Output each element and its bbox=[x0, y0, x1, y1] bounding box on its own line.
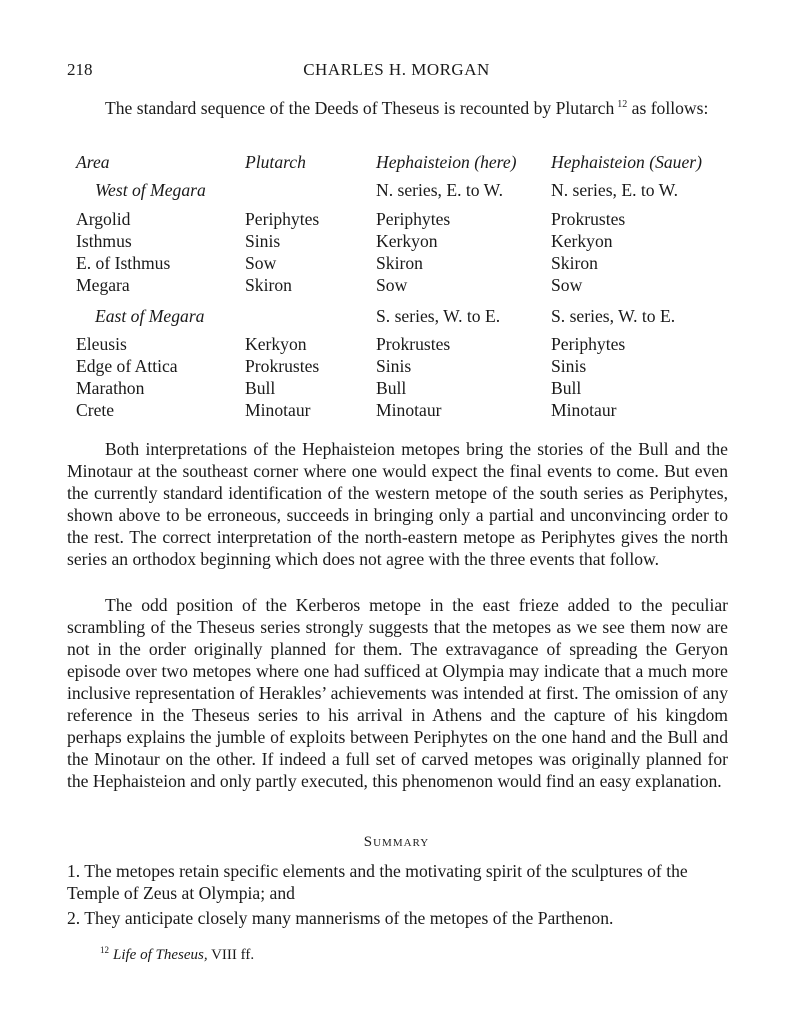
section-label-west: West of Megara bbox=[95, 180, 206, 200]
summary-item-text: They anticipate closely many mannerisms of the metopes of the Parthenon. bbox=[84, 908, 614, 928]
footnote-ref: 12 bbox=[617, 99, 628, 111]
section-row-west bbox=[76, 180, 736, 202]
table-cell: Kerkyon bbox=[376, 231, 438, 251]
table-cell: Argolid bbox=[76, 209, 131, 229]
table-cell: Periphytes bbox=[376, 209, 451, 229]
table-cell: Sow bbox=[245, 253, 277, 273]
summary-item bbox=[67, 907, 728, 929]
table-cell: Prokrustes bbox=[245, 356, 320, 376]
table-header-row bbox=[76, 152, 736, 174]
summary-item-number: 1. bbox=[67, 861, 81, 881]
table-cell: Sow bbox=[551, 275, 583, 295]
table-cell: Eleusis bbox=[76, 334, 127, 354]
table-cell: Prokrustes bbox=[376, 334, 451, 354]
table-cell: Sinis bbox=[245, 231, 281, 251]
table-cell: Crete bbox=[76, 400, 115, 420]
table-row bbox=[76, 400, 736, 422]
table-cell: Sow bbox=[376, 275, 408, 295]
table-row bbox=[76, 378, 736, 400]
section-row-east bbox=[76, 306, 736, 328]
table-cell: Periphytes bbox=[551, 334, 626, 354]
table-cell: E. of Isthmus bbox=[76, 253, 171, 273]
table-row bbox=[76, 231, 736, 253]
table-cell: Bull bbox=[551, 378, 582, 398]
table-cell: Periphytes bbox=[245, 209, 320, 229]
table-cell: Bull bbox=[376, 378, 407, 398]
table-cell: Kerkyon bbox=[245, 334, 307, 354]
summary-item-text: The metopes retain specific elements and the motivating spirit of the sculptures of the Temple of Zeus at Olympia; and bbox=[67, 861, 688, 903]
summary-item-number: 2. bbox=[67, 908, 81, 928]
column-header: Plutarch bbox=[245, 152, 306, 172]
table-cell: Megara bbox=[76, 275, 130, 295]
summary-item bbox=[67, 860, 728, 904]
table-cell: Minotaur bbox=[376, 400, 442, 420]
page-header bbox=[0, 60, 793, 84]
table-row bbox=[76, 275, 736, 297]
table-row bbox=[76, 253, 736, 275]
intro-paragraph bbox=[67, 97, 728, 119]
intro-text: The standard sequence of the Deeds of Theseus is recounted by Plutarch bbox=[105, 98, 615, 118]
footnote bbox=[100, 945, 254, 964]
table-cell: Minotaur bbox=[245, 400, 311, 420]
table-cell: Edge of Attica bbox=[76, 356, 178, 376]
table-cell: Skiron bbox=[376, 253, 423, 273]
series-label: N. series, E. to W. bbox=[376, 180, 504, 200]
series-label: N. series, E. to W. bbox=[551, 180, 679, 200]
column-header: Hephaisteion (here) bbox=[376, 152, 517, 172]
column-header: Hephaisteion (Sauer) bbox=[551, 152, 702, 172]
table-cell: Isthmus bbox=[76, 231, 132, 251]
footnote-mark: 12 bbox=[100, 945, 109, 955]
table-row bbox=[76, 356, 736, 378]
series-label: S. series, W. to E. bbox=[376, 306, 501, 326]
column-header: Area bbox=[76, 152, 110, 172]
page-number: 218 bbox=[67, 60, 93, 79]
table-cell: Prokrustes bbox=[551, 209, 626, 229]
table-row bbox=[76, 209, 736, 231]
series-label: S. series, W. to E. bbox=[551, 306, 676, 326]
section-label-east: East of Megara bbox=[95, 306, 205, 326]
table-row bbox=[76, 334, 736, 356]
table-cell: Marathon bbox=[76, 378, 145, 398]
footnote-ref-text: VIII ff. bbox=[207, 947, 255, 963]
summary-heading: Summary bbox=[363, 834, 430, 850]
body-paragraph: The odd position of the Kerberos metope in the east frieze added to the peculiar scrambling of the Theseus series strongly suggests that the metopes as we see them now are not in the order originally planned for them. The extravagance of spreading the Geryon episode over two metopes where one had sufficed at Olympia may indicate that a much more inclusive representation of Herakles’ achievements was intended at first. The omission of any reference in the Theseus series to his arrival in Athens and the capture of his kingdom perhaps explains the jumble of exploits between Periphytes on the one hand and the Bull and the Minotaur on the other. If indeed a full set of carved metopes was originally planned for the Hephaisteion and only partly executed, this phenomenon would find an easy explanation. bbox=[67, 595, 728, 791]
table-cell: Skiron bbox=[551, 253, 598, 273]
footnote-title: Life of Theseus, bbox=[113, 947, 208, 963]
table-cell: Bull bbox=[245, 378, 276, 398]
intro-text-after: as follows: bbox=[627, 98, 709, 118]
body-paragraph: Both interpretations of the Hephaisteion metopes bring the stories of the Bull and the Minotaur at the southeast corner where one would expect the final events to come. But even the currently standard identification of the western metope of the south series as Periphytes, shown above to be erroneous, succeeds in bringing only a partial and unconvincing order to the rest. The correct interpretation of the north-eastern metope as Periphytes gives the north series an orthodox beginning which does not agree with the three events that follow. bbox=[67, 439, 728, 569]
table-cell: Sinis bbox=[551, 356, 587, 376]
table-cell: Minotaur bbox=[551, 400, 617, 420]
table-cell: Kerkyon bbox=[551, 231, 613, 251]
table-cell: Sinis bbox=[376, 356, 412, 376]
running-head: CHARLES H. MORGAN bbox=[303, 60, 490, 79]
table-cell: Skiron bbox=[245, 275, 292, 295]
